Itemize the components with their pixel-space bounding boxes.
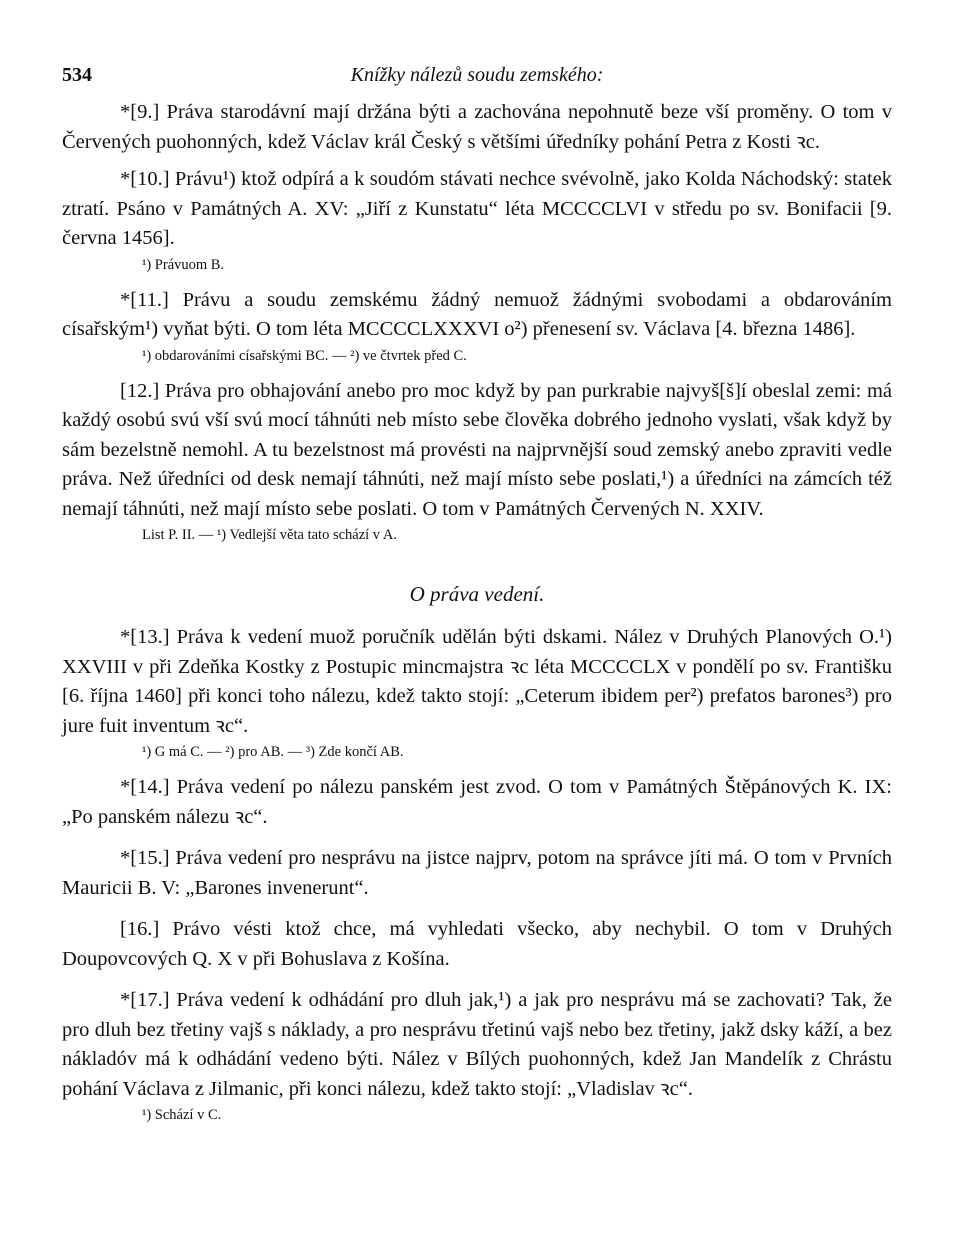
footnote-article-11: ¹) obdarováními císařskými BC. — ²) ve čtvrtek před C. [142, 347, 467, 364]
footnote-article-10: ¹) Právuom B. [142, 256, 225, 273]
article-16: [16.] Právo vésti ktož chce, má vyhledati všecko, aby nechybil. O tom v Druhých Doupovcových Q. X v při Bohuslava z Košína. [62, 918, 892, 970]
footnote-article-12: List P. II. — ¹) Vedlejší věta tato schází v A. [142, 527, 397, 543]
article-11: *[11.] Právu a soudu zemskému žádný nemuož žádnými svobodami a obdarováním císařským¹) vyňat býti. O tom léta MCCCCLXXXVI o²) přenesení sv. Václava [4. března 1486]. [62, 288, 892, 340]
footnote-article-13: ¹) G má C. — ²) pro AB. — ³) Zde končí AB. [142, 744, 404, 760]
article-10: *[10.] Právu¹) ktož odpírá a k soudóm stávati nechce svévolně, jako Kolda Náchodský: statek ztratí. Psáno v Památných A. XV: „Jiří z Kunstatu“ léta MCCCCLVI v středu po sv. Bonifacii [9. června 1456]. [62, 168, 892, 249]
article-14: *[14.] Práva vedení po nálezu panském jest zvod. O tom v Památných Štěpánových K. IX: „Po panském nálezu ꝛc“. [62, 776, 892, 828]
running-title: Knížky nálezů soudu zemského: [350, 64, 604, 86]
article-15: *[15.] Práva vedení pro nesprávu na jistce najprv, potom na správce jíti má. O tom v Prvních Mauricii B. V: „Barones invenerunt“. [62, 847, 892, 899]
footnote-article-17: ¹) Schází v C. [142, 1107, 222, 1123]
document-page [62, 64, 892, 1136]
section-heading: O práva vedení. [409, 582, 545, 606]
page-number: 534 [62, 64, 92, 86]
article-12: [12.] Práva pro obhajování anebo pro moc když by pan purkrabie najvyš[š]í obeslal zemi: má každý osobú svú vší svú mocí táhnúti neb místo sebe člověka dobrého jednoho vyslati, však když by sám bezelstně nemohl. A tu bezelstnost má provésti na najprvnější soud zemský anebo zpraviti vedle práva. Než úředníci od desk nemají táhnúti, než mají místo sebe poslati,¹) a úředníci na zámcích též nemají táhnúti, než mají místo sebe poslati. O tom v Památných Červených N. XXIV. [62, 379, 892, 520]
article-13: *[13.] Práva k vedení muož poručník udělán býti dskami. Nález v Druhých Planových O.¹) XXVIII v při Zdeňka Kostky z Postupic mincmajstra ꝛc léta MCCCCLX v pondělí po sv. Františku [6. října 1460] při konci toho nálezu, kdež takto stojí: „Ceterum ibidem per²) prefatos barones³) pro jure fuit inventum ꝛc“. [62, 626, 892, 737]
page-header [62, 64, 892, 98]
article-9: *[9.] Práva starodávní mají držána býti a zachována nepohnutě beze vší proměny. O tom v Červených puohonných, kdež Václav král Český s většími úředníky pohání Petra z Kosti ꝛc. [62, 101, 892, 153]
article-17: *[17.] Práva vedení k odhádání pro dluh jak,¹) a jak pro nesprávu má se zachovati? Tak, že pro dluh bez třetiny vajš s náklady, a pro nesprávu třetinú vajš nebo bez třetiny, jakž dsky káží, a bez nákladóv má k odhádání vedeno býti. Nález v Bílých puohonných, kdež Jan Mandelík z Chrástu pohání Václava z Jilmanic, při konci nálezu, kdež takto stojí: „Vladislav ꝛc“. [62, 989, 892, 1100]
